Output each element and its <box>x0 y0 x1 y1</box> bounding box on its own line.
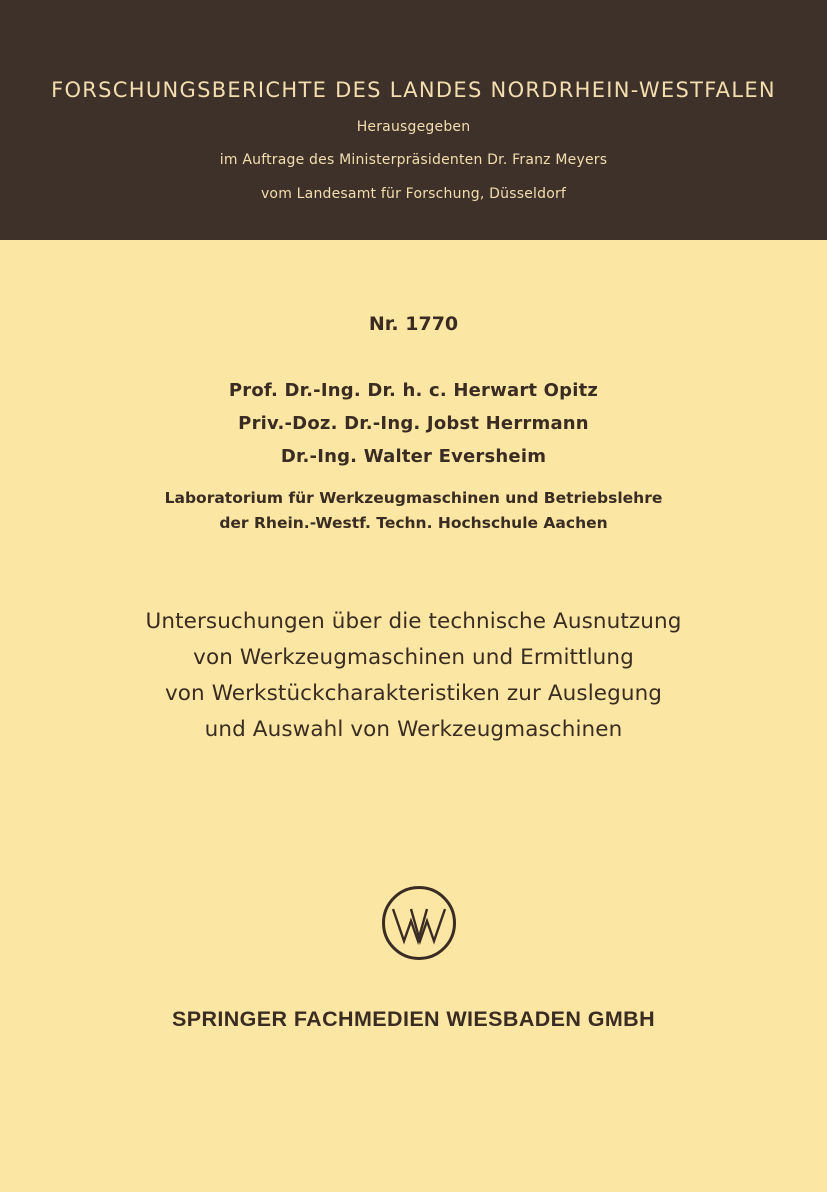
author-1: Prof. Dr.-Ing. Dr. h. c. Herwart Opitz <box>228 380 599 401</box>
title-line-1: Untersuchungen über die technische Ausnutzung <box>145 609 682 634</box>
institution-line-2: der Rhein.-Westf. Techn. Hochschule Aachen <box>219 514 608 532</box>
publisher-note-line-3: vom Landesamt für Forschung, Düsseldorf <box>260 186 567 202</box>
publisher-note-line-2: im Auftrage des Ministerpräsidenten Dr. Franz Meyers <box>219 152 608 168</box>
title-line-3: von Werkstückcharakteristiken zur Auslegung <box>164 681 663 706</box>
series-title: FORSCHUNGSBERICHTE DES LANDES NORDRHEIN-WESTFALEN <box>51 78 776 102</box>
title-line-2: von Werkzeugmaschinen und Ermittlung <box>193 645 634 670</box>
series-header <box>0 0 827 240</box>
springer-ww-logo-icon <box>381 885 457 961</box>
report-number: Nr. 1770 <box>368 313 459 335</box>
institution-line-1: Laboratorium für Werkzeugmaschinen und Betriebslehre <box>164 489 663 507</box>
author-3: Dr.-Ing. Walter Eversheim <box>280 446 547 467</box>
publisher-note-line-1: Herausgegeben <box>356 119 471 135</box>
title-line-4: und Auswahl von Werkzeugmaschinen <box>204 717 623 742</box>
publisher-name: SPRINGER FACHMEDIEN WIESBADEN GMBH <box>171 1007 656 1031</box>
author-2: Priv.-Doz. Dr.-Ing. Jobst Herrmann <box>238 413 589 434</box>
